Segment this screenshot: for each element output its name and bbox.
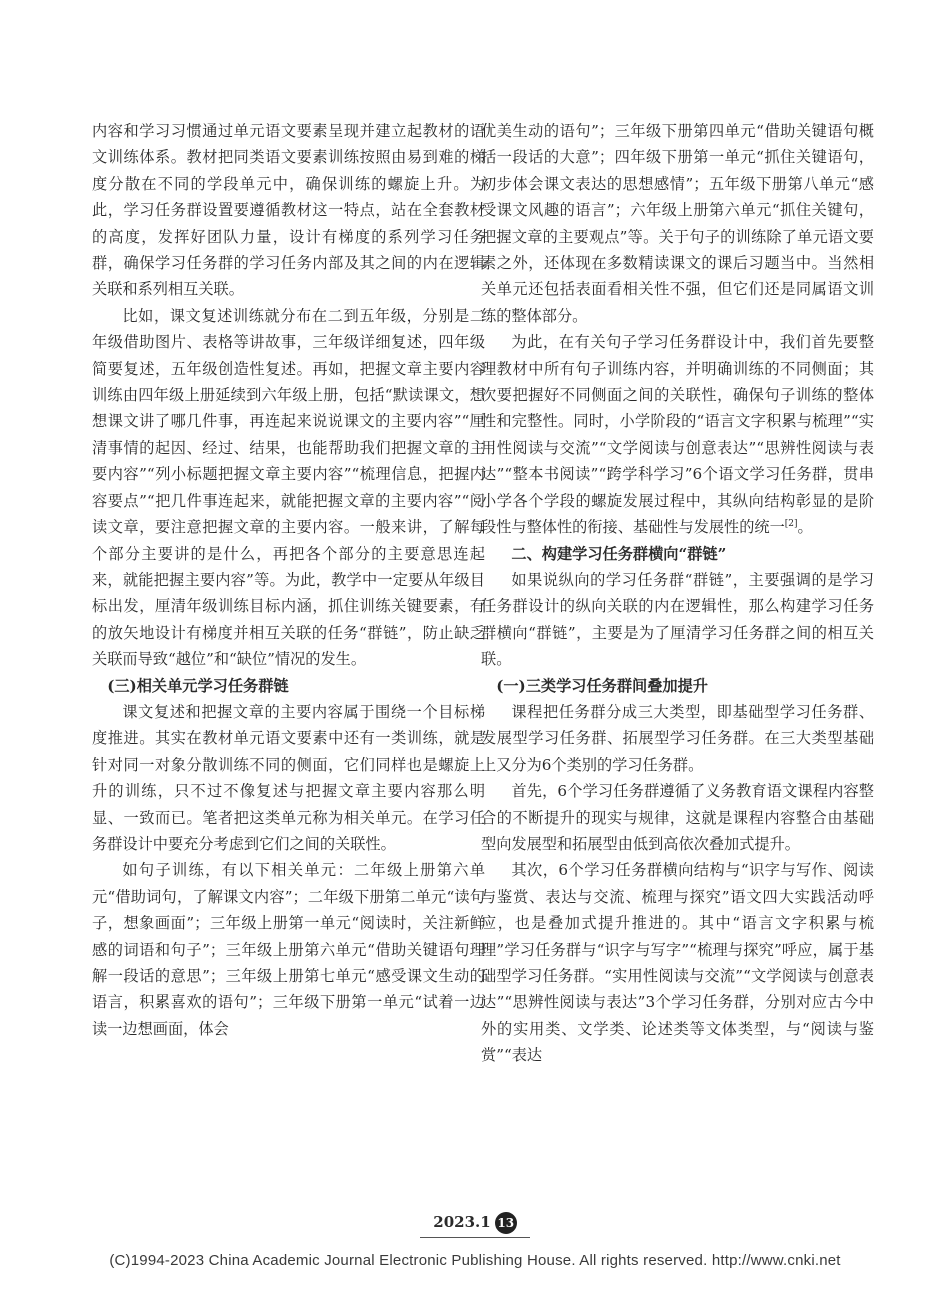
footer-divider bbox=[420, 1237, 530, 1238]
section-heading: (一)三类学习任务群间叠加提升 bbox=[496, 676, 708, 695]
paragraph: 如句子训练，有以下相关单元：二年级上册第六单元“借助词句，了解课文内容”；二年级下册第二单元“读句子，想象画面”；三年级上册第一单元“阅读时，关注新鲜感的词语和句子”；三年级上册第六单元“借助关键语句理解一段话的意思”；三年级上册第七单元“感受课文生动的语言，积累喜欢的语句”；三年级下册第一单元“试着一边读一边想画面，体会 bbox=[92, 861, 485, 1038]
paragraph: 内容和学习习惯通过单元语文要素呈现并建立起教材的语文训练体系。教材把同类语文要素训练按照由易到难的梯度分散在不同的学段单元中，确保训练的螺旋上升。为此，学习任务群设置要遵循教材这一特点，站在全套教材的高度，发挥好团队力量，设计有梯度的系列学习任务群，确保学习任务群的学习任务内部及其之间的内在逻辑关联和系列相互关联。 bbox=[92, 122, 485, 299]
paragraph-text: 为此，在有关句子学习任务群设计中，我们首先要整理教材中所有句子训练内容，并明确训练的不同侧面；其次要把握好不同侧面之间的关联性，确保句子训练的整体性和完整性。同时，小学阶段的“语言文字积累与梳理”“实用性阅读与交流”“文学阅读与创意表达”“思辨性阅读与表达”“整本书阅读”“跨学科学习”6个语文学习任务群，贯串小学各个学段的螺旋发展过程中，其纵向结构彰显的是阶段性与整体性的衔接、基础性与发展性的统一 bbox=[481, 333, 874, 537]
copyright-notice: (C)1994-2023 China Academic Journal Electronic Publishing House. All rights reserved. http://www.cnki.net bbox=[109, 1252, 841, 1269]
left-column bbox=[92, 118, 485, 1042]
page-footer bbox=[0, 1212, 950, 1234]
paragraph: 首先，6个学习任务群遵循了义务教育语文课程内容整合的不断提升的现实与规律，这就是课程内容整合由基础型向发展型和拓展型由低到高依次叠加式提升。 bbox=[481, 782, 874, 853]
paragraph: 比如，课文复述训练就分布在二到五年级，分别是二年级借助图片、表格等讲故事，三年级详细复述，四年级简要复述，五年级创造性复述。再如，把握文章主要内容训练由四年级上册延续到六年级上册，包括“默读课文，想想课文讲了哪几件事，再连起来说说课文的主要内容”“厘清事情的起因、经过、结果，也能帮助我们把握文章的主要内容”“列小标题把握文章主要内容”“梳理信息，把握内容要点”“把几件事连起来，就能把握文章的主要内容”“阅读文章，要注意把握文章的主要内容。一般来讲，了解每个部分主要讲的是什么，再把各个部分的主要意思连起来，就能把握主要内容”等。为此，教学中一定要从年级目标出发，厘清年级训练目标内涵，抓住训练关键要素，有的放矢地设计有梯度并相互关联的任务“群链”，防止缺乏关联而导致“越位”和“缺位”情况的发生。 bbox=[92, 306, 485, 669]
paragraph bbox=[481, 329, 874, 540]
paragraph: 课文复述和把握文章的主要内容属于围绕一个目标梯度推进。其实在教材单元语文要素中还有一类训练，就是针对同一对象分散训练不同的侧面，它们同样也是螺旋上升的训练，只不过不像复述与把握文章主要内容那么明显、一致而已。笔者把这类单元称为相关单元。在学习任务群设计中要充分考虑到它们之间的关联性。 bbox=[92, 702, 485, 853]
issue-label: 2023.1 bbox=[433, 1213, 491, 1231]
paragraph: 其次，6个学习任务群横向结构与“识字与写作、阅读与鉴赏、表达与交流、梳理与探究”语文四大实践活动呼应，也是叠加式提升推进的。其中“语言文字积累与梳理”学习任务群与“识字与写字”“梳理与探究”呼应，属于基础型学习任务群。“实用性阅读与交流”“文学阅读与创意表达”“思辨性阅读与表达”3个学习任务群，分别对应古今中外的实用类、文学类、论述类等文体类型，与“阅读与鉴赏”“表达 bbox=[481, 861, 874, 1065]
paragraph-end: 。 bbox=[797, 518, 813, 537]
section-heading-main: 二、构建学习任务群横向“群链” bbox=[511, 544, 727, 563]
page-number: 13 bbox=[495, 1212, 517, 1234]
citation-ref: [2] bbox=[784, 519, 798, 530]
section-heading: (三)相关单元学习任务群链 bbox=[107, 676, 289, 695]
paragraph: 课程把任务群分成三大类型，即基础型学习任务群、发展型学习任务群、拓展型学习任务群。在三大类型基础上又分为6个类别的学习任务群。 bbox=[481, 702, 874, 774]
right-column bbox=[481, 118, 874, 1069]
paragraph: 如果说纵向的学习任务群“群链”，主要强调的是学习任务群设计的纵向关联的内在逻辑性，那么构建学习任务群横向“群链”，主要是为了厘清学习任务群之间的相互关联。 bbox=[481, 570, 874, 669]
paragraph: 优美生动的语句”；三年级下册第四单元“借助关键语句概括一段话的大意”；四年级下册第一单元“抓住关键语句，初步体会课文表达的思想感情”；五年级下册第八单元“感受课文风趣的语言”；六年级上册第六单元“抓住关键句，把握文章的主要观点”等。关于句子的训练除了单元语文要素之外，还体现在多数精读课文的课后习题当中。当然相关单元还包括表面看相关性不强，但它们还是同属语文训练的整体部分。 bbox=[481, 122, 874, 325]
